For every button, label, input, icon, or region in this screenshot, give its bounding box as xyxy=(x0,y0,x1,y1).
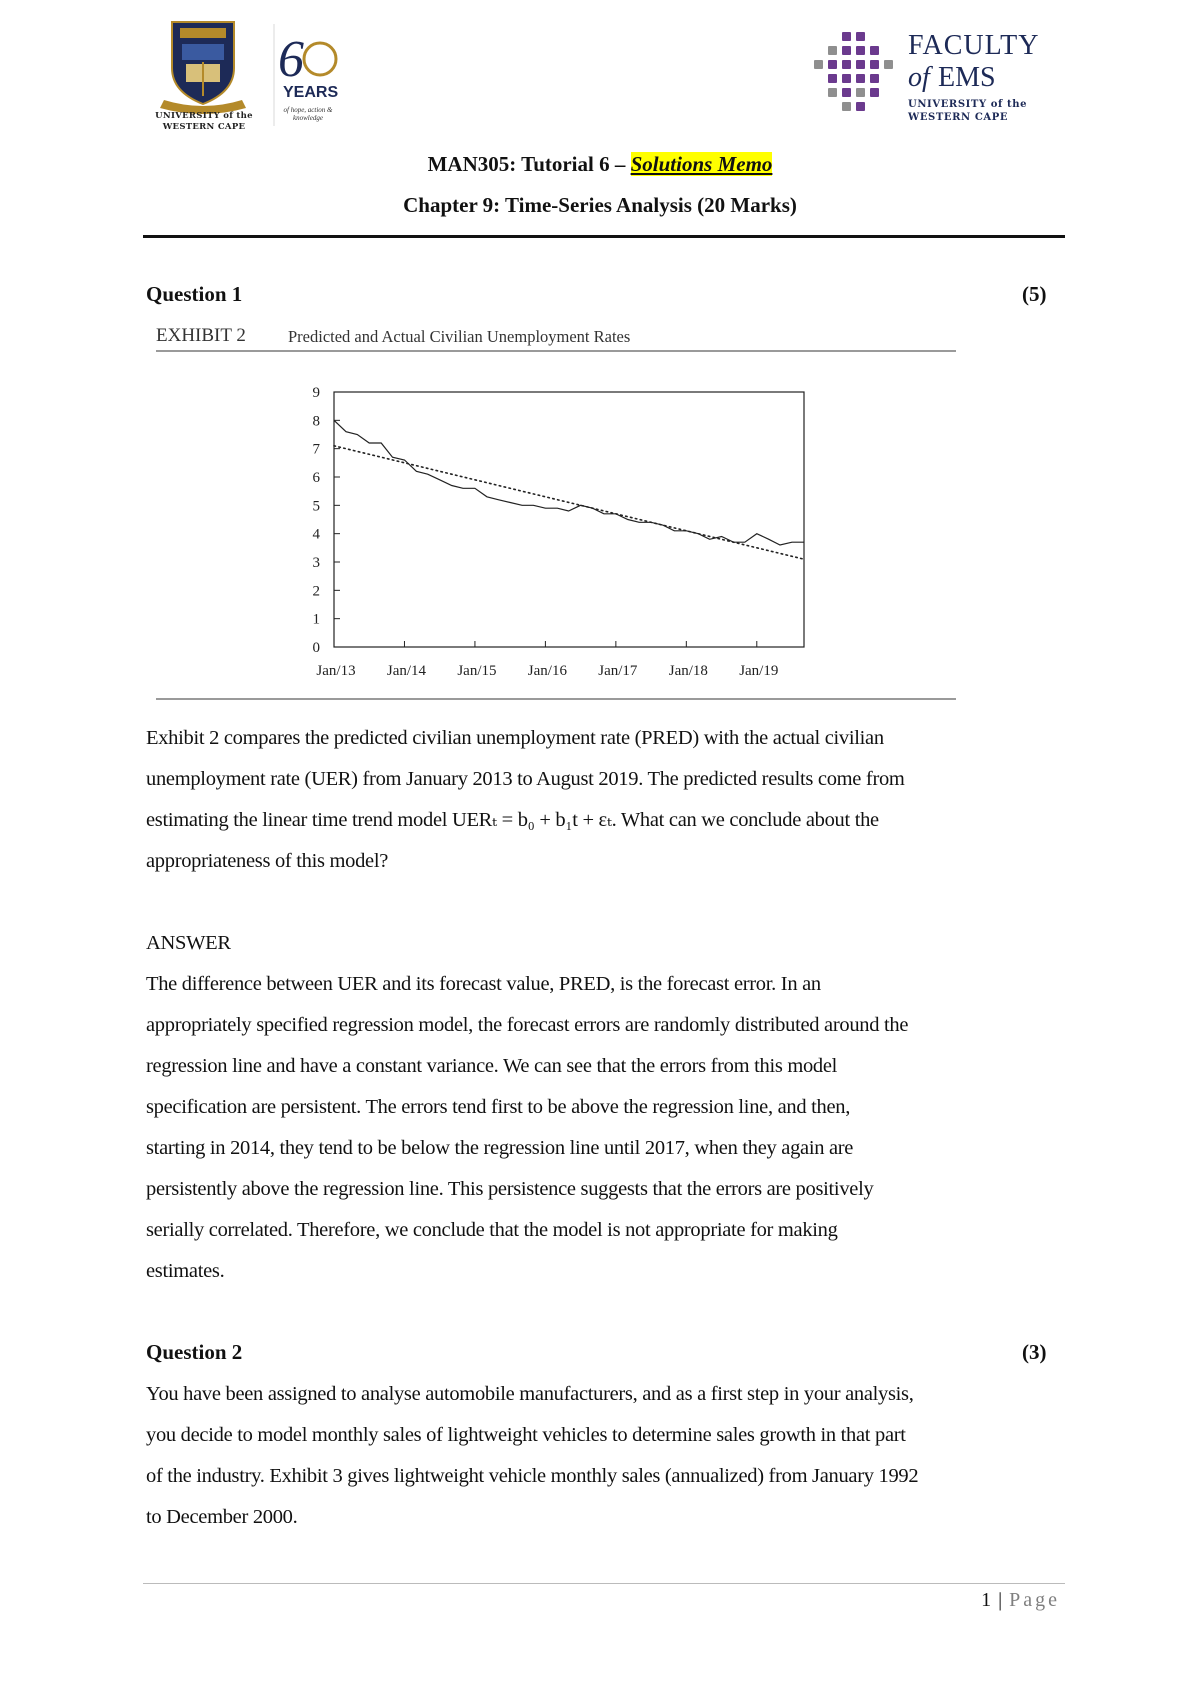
y-tick-label: 8 xyxy=(312,413,320,430)
faculty-ems-logo xyxy=(812,30,1072,123)
page-footer xyxy=(981,1589,1060,1612)
text-line: Exhibit 2 compares the predicted civilian unemployment rate (PRED) with the actual civilian xyxy=(146,727,884,749)
x-tick-label: Jan/16 xyxy=(527,663,567,679)
text-line: regression line and have a constant variance. We can see that the errors from this model xyxy=(146,1055,838,1077)
ems-word: EMS xyxy=(938,62,996,93)
text-line: appropriately specified regression model, the forecast errors are randomly distributed around the xyxy=(146,1014,909,1036)
x-tick-label: Jan/19 xyxy=(739,663,779,679)
x-tick-label: Jan/18 xyxy=(668,663,708,679)
question-2-marks: (3) xyxy=(1022,1340,1047,1364)
y-tick-label: 6 xyxy=(312,470,320,486)
y-tick-label: 1 xyxy=(312,611,320,628)
y-tick-label: 9 xyxy=(312,385,320,401)
question-1-text xyxy=(146,718,1068,882)
pred-trend-line xyxy=(334,446,804,559)
uer-actual-line xyxy=(334,420,804,545)
svg-text:6: 6 xyxy=(278,31,304,88)
y-tick-label: 5 xyxy=(312,498,320,515)
text-line: persistently above the regression line. This persistence suggests that the errors are positively xyxy=(146,1178,874,1200)
text-line: starting in 2014, they tend to be below the regression line until 2017, when they again are xyxy=(146,1137,854,1159)
page-word: Page xyxy=(1009,1589,1060,1611)
exhibit-bottom-rule xyxy=(156,698,956,700)
text-line: to December 2000. xyxy=(146,1506,298,1528)
y-tick-label: 0 xyxy=(312,640,320,656)
question-1-heading: Question 1 xyxy=(146,282,243,306)
text-line: of the industry. Exhibit 3 gives lightweight vehicle monthly sales (annualized) from January 1992 xyxy=(146,1465,919,1487)
exhibit-top-rule xyxy=(156,350,956,352)
question-1-marks: (5) xyxy=(1022,282,1047,306)
chapter-subtitle: Chapter 9: Time-Series Analysis (20 Marks) xyxy=(403,193,797,217)
solutions-memo-highlight: Solutions Memo xyxy=(630,152,773,176)
page-number: 1 xyxy=(981,1589,993,1611)
text-line: serially correlated. Therefore, we conclude that the model is not appropriate for making xyxy=(146,1219,838,1241)
faculty-word: FACULTY xyxy=(908,30,1040,61)
of-word: of xyxy=(908,62,930,93)
uwc-logo-text: UNIVERSITY of the WESTERN CAPE xyxy=(155,111,253,132)
unemployment-chart xyxy=(290,370,830,690)
text-line: unemployment rate (UER) from January 2013 to August 2019. The predicted results come from xyxy=(146,768,905,790)
sixty-years-label: YEARS xyxy=(283,84,339,101)
uwc-logo xyxy=(150,16,360,138)
x-tick-label: Jan/15 xyxy=(457,663,497,679)
y-tick-label: 4 xyxy=(312,526,320,543)
ems-grid-icon xyxy=(812,30,904,116)
y-tick-label: 3 xyxy=(312,555,320,571)
text-line: The difference between UER and its forecast value, PRED, is the forecast error. In an xyxy=(146,973,821,995)
text-line: you decide to model monthly sales of lightweight vehicles to determine sales growth in that part xyxy=(146,1424,906,1446)
question-2-heading: Question 2 xyxy=(146,1340,243,1364)
document-title xyxy=(0,152,1200,177)
x-tick-label: Jan/17 xyxy=(598,663,638,679)
x-tick-label: Jan/14 xyxy=(386,663,427,679)
text-line: specification are persistent. The errors tend first to be above the regression line, and then, xyxy=(146,1096,851,1118)
question-2-text xyxy=(146,1374,1068,1538)
text-line: estimating the linear time trend model UERₜ = b₀ + b₁t + εₜ. What can we conclude about the xyxy=(146,809,879,831)
answer-heading: ANSWER xyxy=(146,932,231,954)
sixty-years-tagline: of hope, action & knowledge xyxy=(283,106,333,122)
text-line: estimates. xyxy=(146,1260,225,1282)
exhibit-title: Predicted and Actual Civilian Unemployment Rates xyxy=(288,327,631,346)
y-tick-label: 7 xyxy=(312,441,320,458)
title-prefix: MAN305: Tutorial 6 – xyxy=(427,152,631,176)
plot-frame xyxy=(334,392,804,647)
answer-text xyxy=(146,964,1068,1292)
exhibit-label: EXHIBIT 2 xyxy=(156,325,246,346)
title-rule xyxy=(143,235,1065,238)
ems-university-text: UNIVERSITY of the WESTERN CAPE xyxy=(908,99,1028,123)
page-separator: | xyxy=(998,1589,1004,1611)
text-line: You have been assigned to analyse automobile manufacturers, and as a first step in your analysis, xyxy=(146,1383,914,1405)
y-tick-label: 2 xyxy=(312,583,320,600)
text-line: appropriateness of this model? xyxy=(146,850,389,872)
x-tick-label: Jan/13 xyxy=(316,663,356,679)
footer-rule xyxy=(143,1583,1065,1584)
